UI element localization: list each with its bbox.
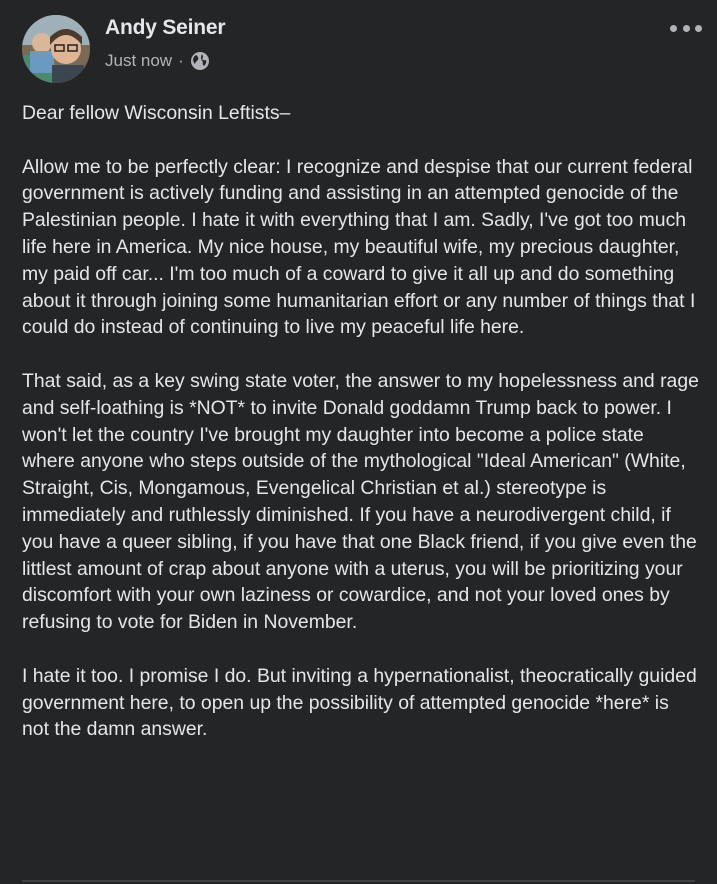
post-paragraph: Allow me to be perfectly clear: I recognize and despise that our current federal government is actively funding and assisting in an attempted genocide of the Palestinian people. I hate it with everything that I am. Sadly, I've got too much life here in America. My nice house, my beautiful wife, my precious daughter, my paid off car... I'm too much of a coward to give it all up and do something about it through joining some humanitarian effort or any number of things that I could do instead of continuing to live my peaceful life here.: [22, 155, 696, 339]
more-horizontal-icon-dot: [670, 25, 677, 32]
globe-icon[interactable]: [190, 51, 210, 71]
meta-separator: ·: [178, 51, 184, 70]
avatar[interactable]: [22, 15, 90, 83]
author-name[interactable]: Andy Seiner: [105, 16, 226, 39]
post-meta: [105, 51, 210, 71]
post-timestamp[interactable]: Just now: [105, 51, 173, 70]
post-paragraph: Dear fellow Wisconsin Leftists–: [22, 102, 291, 124]
more-options-button[interactable]: [670, 18, 702, 38]
more-horizontal-icon-dot: [683, 25, 690, 32]
post-paragraph: That said, as a key swing state voter, the answer to my hopelessness and rage and self-loathing is *NOT* to invite Donald goddamn Trump back to power. I won't let the country I've brought my daughter into become a police state where anyone who steps outside of the mythological "Ideal American" (White, Straight, Cis, Mongamous, Evengelical Christian et al.) stereotype is immediately and ruthlessly diminished. If you have a neurodivergent child, if you have a queer sibling, if you have that one Black friend, if you give even the littlest amount of crap about anyone with a uterus, you will be prioritizing your discomfort with your own laziness or cowardice, and not your loved ones by refusing to vote for Biden in November.: [22, 369, 699, 634]
avatar-photo: [22, 15, 90, 83]
post-text: [22, 100, 700, 770]
post-header: [22, 15, 702, 83]
divider: [22, 880, 695, 882]
more-horizontal-icon-dot: [695, 25, 702, 32]
post-paragraph: I hate it too. I promise I do. But inviting a hypernationalist, theocratically guided government here, to open up the possibility of attempted genocide *here* is not the damn answer.: [22, 664, 697, 741]
